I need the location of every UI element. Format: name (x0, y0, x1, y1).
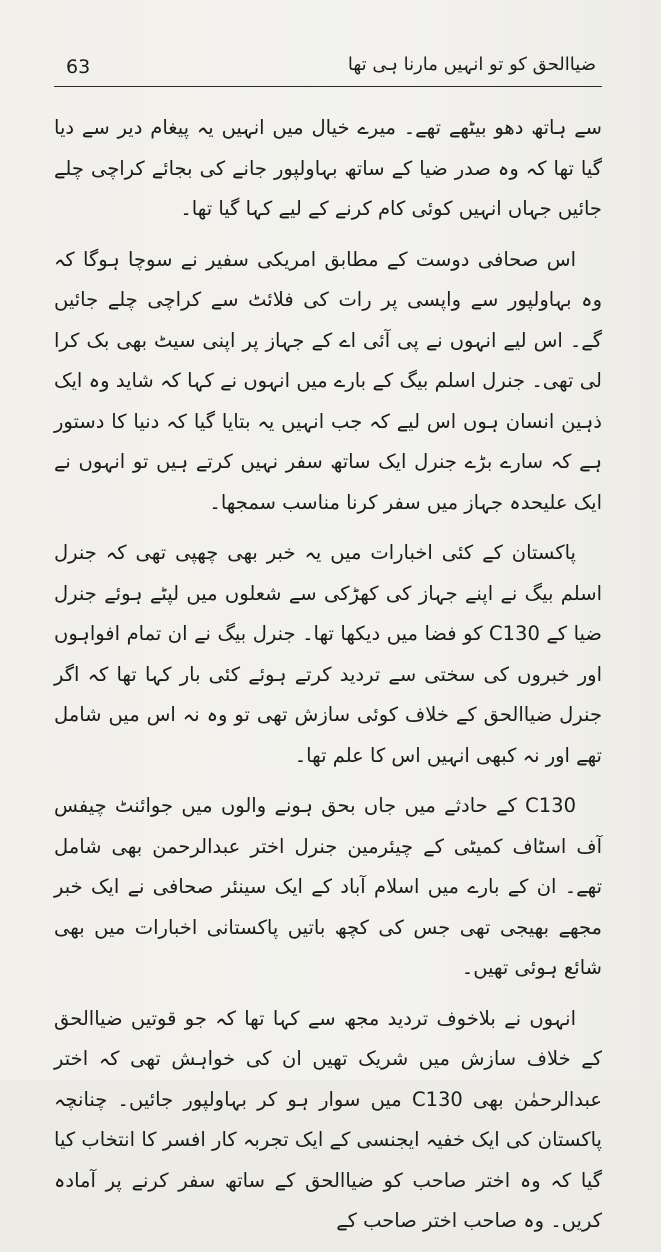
paragraph: سے ہاتھ دھو بیٹھے تھے۔ میرے خیال میں انہیں یہ پیغام دیر سے دیا گیا تھا کہ وہ صدر ضیا کے ساتھ بہاولپور جانے کی بجائے کراچی چلے جائیں جہاں انہیں کوئی کام کرنے کے لیے کہا گیا تھا۔ (54, 116, 602, 220)
paragraph: انہوں نے بلاخوف تردید مجھ سے کہا تھا کہ جو قوتیں ضیاالحق کے خلاف سازش میں شریک تھیں ان کی خواہش تھی کہ اختر عبدالرحمٰن بھی C130 میں سوار ہو کر بہاولپور جائیں۔ چنانچہ پاکستان کی ایک خفیہ ایجنسی کے ایک تجربہ کار افسر کا انتخاب کیا گیا کہ وہ اختر صاحب کو ضیاالحق کے ساتھ سفر کرنے پر آمادہ کریں۔ وہ صاحب اختر صاحب کے (54, 1006, 602, 1232)
page-header (54, 50, 602, 87)
page-number: 63 (66, 56, 91, 78)
paragraph: اس صحافی دوست کے مطابق امریکی سفیر نے سوچا ہوگا کہ وہ بہاولپور سے واپسی پر رات کی فلائٹ سے کراچی چلے جائیں گے۔ اس لیے انہوں نے پی آئی اے کے جہاز پر اپنی سیٹ بھی بک کرا لی تھی۔ جنرل اسلم بیگ کے بارے میں انہوں نے کہا کہ شاید وہ ایک ذہین انسان ہوں اس لیے کہ جب انہیں یہ بتایا گیا کہ دنیا کا دستور ہے کہ سارے بڑے جنرل ایک ساتھ سفر نہیں کرتے ہیں تو انہوں نے ایک علیحدہ جہاز میں سفر کرنا مناسب سمجھا۔ (54, 247, 602, 514)
running-title: ضیاالحق کو تو انہیں مارنا ہی تھا (347, 54, 596, 75)
paragraph: پاکستان کے کئی اخبارات میں یہ خبر بھی چھپی تھی کہ جنرل اسلم بیگ نے اپنے جہاز کی کھڑکی سے شعلوں میں لپٹے ہوئے جنرل ضیا کے C130 کو فضا میں دیکھا تھا۔ جنرل بیگ نے ان تمام افواہوں اور خبروں کی سختی سے تردید کرتے ہوئے کئی بار کہا تھا کہ اگر جنرل ضیاالحق کے خلاف کوئی سازش تھی تو وہ نہ اس میں شامل تھے اور نہ کبھی انہیں اس کا علم تھا۔ (54, 541, 602, 767)
paragraph: C130 کے حادثے میں جاں بحق ہونے والوں میں جوائنٹ چیفس آف اسٹاف کمیٹی کے چیئرمین جنرل اختر عبدالرحمن بھی شامل تھے۔ ان کے بارے میں اسلام آباد کے ایک سینئر صحافی نے ایک خبر مجھے بھیجی تھی جس کی کچھ باتیں پاکستانی اخبارات میں بھی شائع ہوئی تھیں۔ (54, 794, 602, 979)
